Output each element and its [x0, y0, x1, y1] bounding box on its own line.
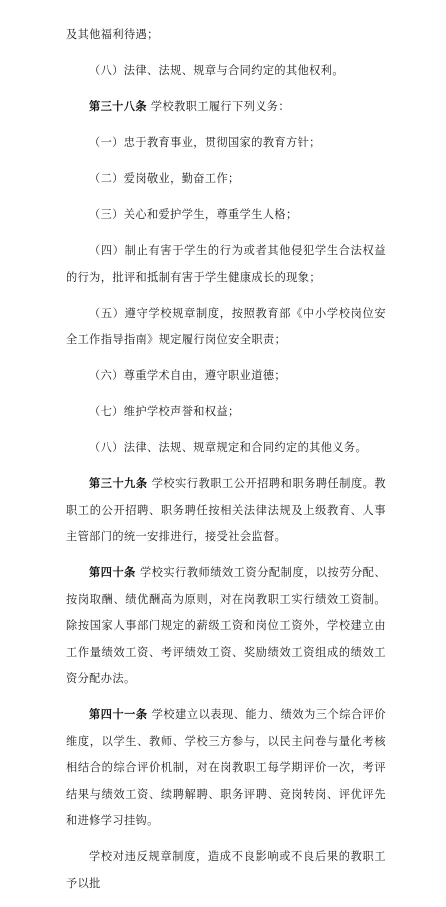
- article-number: 第三十八条: [89, 100, 147, 113]
- paragraph-text: （四）制止有害于学生的行为或者其他侵犯学生合法权益的行为，批评和抵制有害于学生健康成长的现象；: [66, 244, 386, 284]
- article-paragraph: [66, 94, 386, 121]
- body-paragraph: [66, 202, 386, 229]
- paragraph-text: 学校建立以表现、能力、绩效为三个综合评价维度，以学生、教师、学校三方参与，以民主问卷与量化考核相结合的综合评价机制，对在岗教职工每学期评价一次，考评结果与绩效工资、续聘解聘、职务评聘、竞岗转岗、评优评先和进修学习挂钩。: [66, 708, 386, 827]
- paragraph-text: （五）遵守学校规章制度，按照教育部《中小学校岗位安全工作指导指南》规定履行岗位安全职责；: [66, 306, 386, 346]
- paragraph-text: 学校对违反规章制度，造成不良影响或不良后果的教职工予以批: [66, 850, 386, 890]
- paragraph-text: （一）忠于教育事业，贯彻国家的教育方针；: [89, 136, 321, 149]
- article-number: 第四十条: [89, 566, 136, 579]
- body-paragraph: [66, 399, 386, 426]
- body-paragraph: [66, 844, 386, 897]
- body-paragraph: [66, 130, 386, 157]
- paragraph-text: 及其他福利待遇；: [66, 28, 159, 41]
- body-paragraph: [66, 363, 386, 390]
- paragraph-text: （三）关心和爱护学生，尊重学生人格；: [89, 208, 298, 221]
- body-paragraph: [66, 22, 386, 49]
- article-number: 第四十一条: [89, 708, 148, 721]
- paragraph-text: （八）法律、法规、规章规定和合同约定的其他义务。: [89, 441, 368, 454]
- body-paragraph: [66, 238, 386, 291]
- paragraph-text: 学校教职工履行下列义务：: [146, 100, 290, 113]
- article-number: 第三十九条: [89, 477, 148, 490]
- paragraph-text: （八）法律、法规、规章与合同约定的其他权利。: [89, 64, 344, 77]
- paragraph-text: 学校实行教师绩效工资分配制度，以按劳分配、按岗取酬、绩优酬高为原则，对在岗教职工实行绩效工资制。除按国家人事部门规定的薪级工资和岗位工资外，学校建立由工作量绩效工资、考评绩效工资、奖励绩效工资组成的绩效工资分配办法。: [66, 566, 386, 685]
- paragraph-text: （六）尊重学术自由，遵守职业道德；: [89, 369, 286, 382]
- article-paragraph: [66, 560, 386, 693]
- paragraph-text: （七）维护学校声誉和权益；: [89, 405, 240, 418]
- paragraph-text: （二）爱岗敬业，勤奋工作；: [89, 172, 240, 185]
- body-paragraph: [66, 166, 386, 193]
- paragraph-text: 学校实行教职工公开招聘和职务聘任制度。教职工的公开招聘、职务聘任按相关法律法规及上级教育、人事主管部门的统一安排进行，接受社会监督。: [66, 477, 386, 543]
- document-body: [66, 22, 386, 907]
- article-paragraph: [66, 471, 386, 551]
- article-paragraph: [66, 702, 386, 835]
- body-paragraph: [66, 435, 386, 462]
- body-paragraph: [66, 58, 386, 85]
- body-paragraph: [66, 301, 386, 354]
